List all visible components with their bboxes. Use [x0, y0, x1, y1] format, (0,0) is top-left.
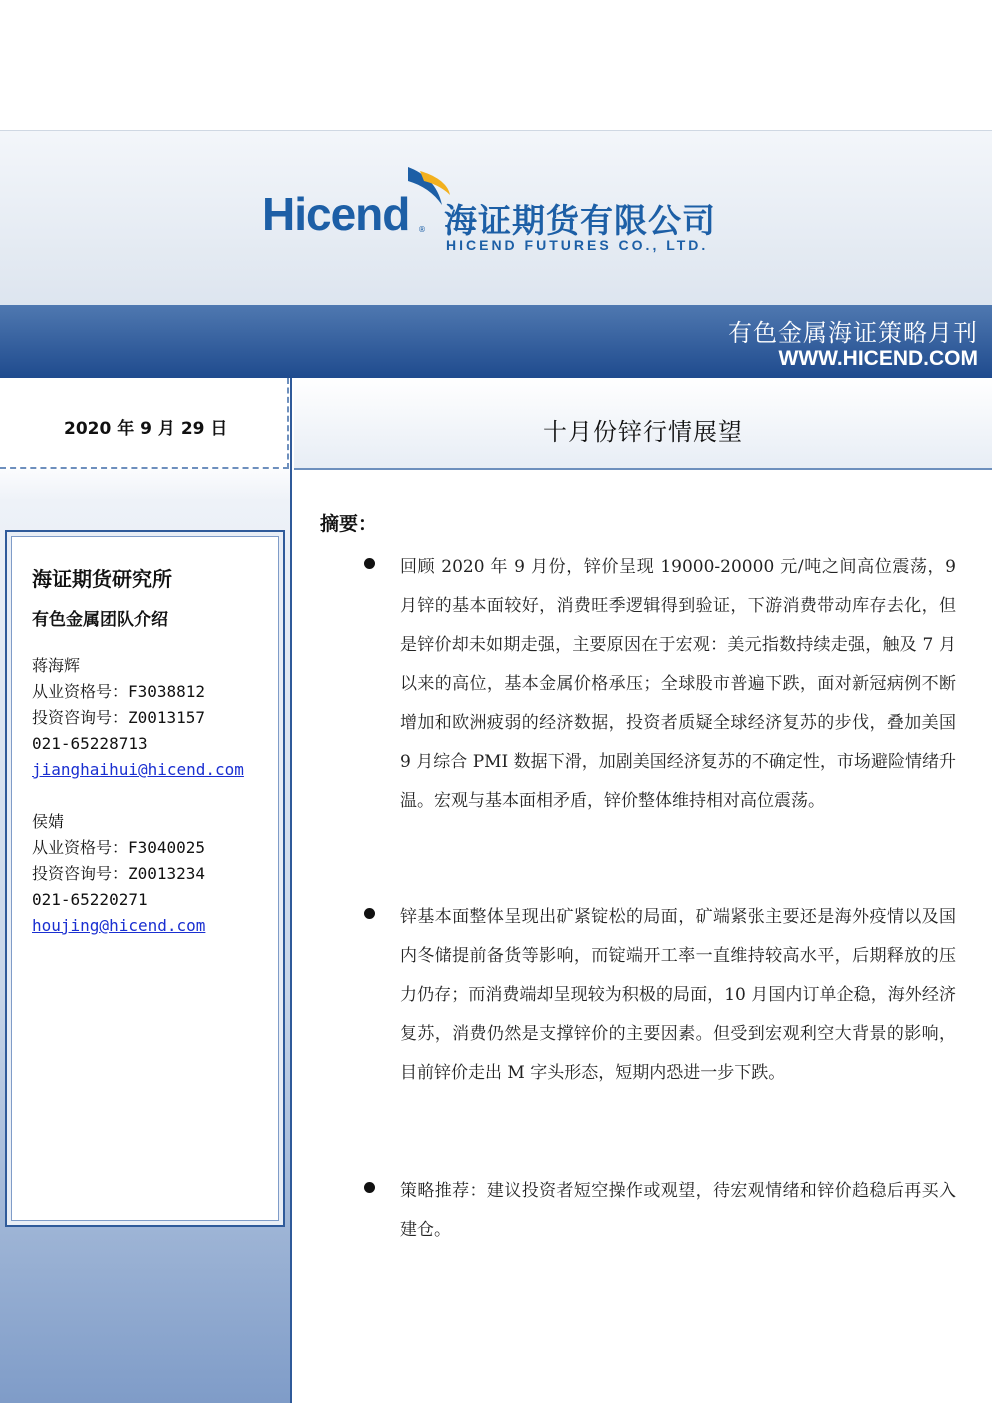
team-subheading: 有色金属团队介绍: [32, 610, 168, 630]
publication-banner: [0, 305, 992, 378]
bullet-dot-icon: [364, 1182, 375, 1193]
report-title: 十月份锌行情展望: [543, 418, 743, 446]
member-phone: 021-65220271: [32, 890, 148, 909]
bullet-text: 锌基本面整体呈现出矿紧锭松的局面，矿端紧张主要还是海外疫情以及国内冬储提前备货等影响，而锭端开工率一直维持较高水平，后期释放的压力仍存；而消费端却呈现较为积极的局面，10 月国内订单企稳，海外经济复苏，消费仍然是支撑锌价的主要因素。但受到宏观利空大背景的影响，目前锌价走出 M 字头形态，短期内恐进一步下跌。: [400, 907, 956, 1083]
logo-registered-mark: ®: [418, 225, 426, 234]
date-box: [0, 378, 289, 469]
publication-title: 有色金属海证策略月刊: [728, 319, 978, 347]
member-phone: 021-65228713: [32, 734, 148, 753]
member-qualification: 从业资格号：F3040025: [32, 838, 206, 857]
logo-brand-cn: 海证期货有限公司: [444, 201, 716, 240]
company-logo: [262, 165, 732, 260]
team-info-box: [5, 530, 285, 1227]
institute-name: 海证期货研究所: [32, 567, 172, 591]
bullet-dot-icon: [364, 908, 375, 919]
team-member: [32, 809, 205, 939]
logo-brand-sub: HICEND FUTURES CO., LTD.: [446, 237, 709, 253]
member-consult-id: 投资咨询号：Z0013157: [32, 708, 206, 727]
website-url: WWW.HICEND.COM: [778, 347, 978, 370]
bullet-text: 策略推荐：建议投资者短空操作或观望，待宏观情绪和锌价趋稳后再买入建仓。: [400, 1181, 956, 1240]
member-name: 侯婧: [32, 812, 65, 831]
title-box: [294, 378, 992, 470]
summary-label: 摘要：: [320, 513, 378, 535]
logo-brand-en: Hicend: [262, 188, 410, 240]
team-member: [32, 653, 244, 783]
member-name: 蒋海辉: [32, 656, 81, 675]
team-info-inner: [11, 536, 279, 1221]
member-email-link[interactable]: houjing@hicend.com: [32, 916, 206, 935]
bullet-text: 回顾 2020 年 9 月份，锌价呈现 19000-20000 元/吨之间高位震荡，9 月锌的基本面较好，消费旺季逻辑得到验证，下游消费带动库存去化，但是锌价却未如期走强，主要原因在于宏观：美元指数持续走强，触及 7 月以来的高位，基本金属价格承压；全球股市普遍下跌，面对新冠病例不断增加和欧洲疲弱的经济数据，投资者质疑全球经济复苏的步伐，叠加美国 9 月综合 PMI 数据下滑，加剧美国经济复苏的不确定性，市场避险情绪升温。宏观与基本面相矛盾，锌价整体维持相对高位震荡。: [400, 557, 956, 811]
member-email-link[interactable]: jianghaihui@hicend.com: [32, 760, 244, 779]
member-qualification: 从业资格号：F3038812: [32, 682, 206, 701]
report-date: 2020 年 9 月 29 日: [64, 419, 228, 439]
bullet-dot-icon: [364, 558, 375, 569]
member-consult-id: 投资咨询号：Z0013234: [32, 864, 206, 883]
